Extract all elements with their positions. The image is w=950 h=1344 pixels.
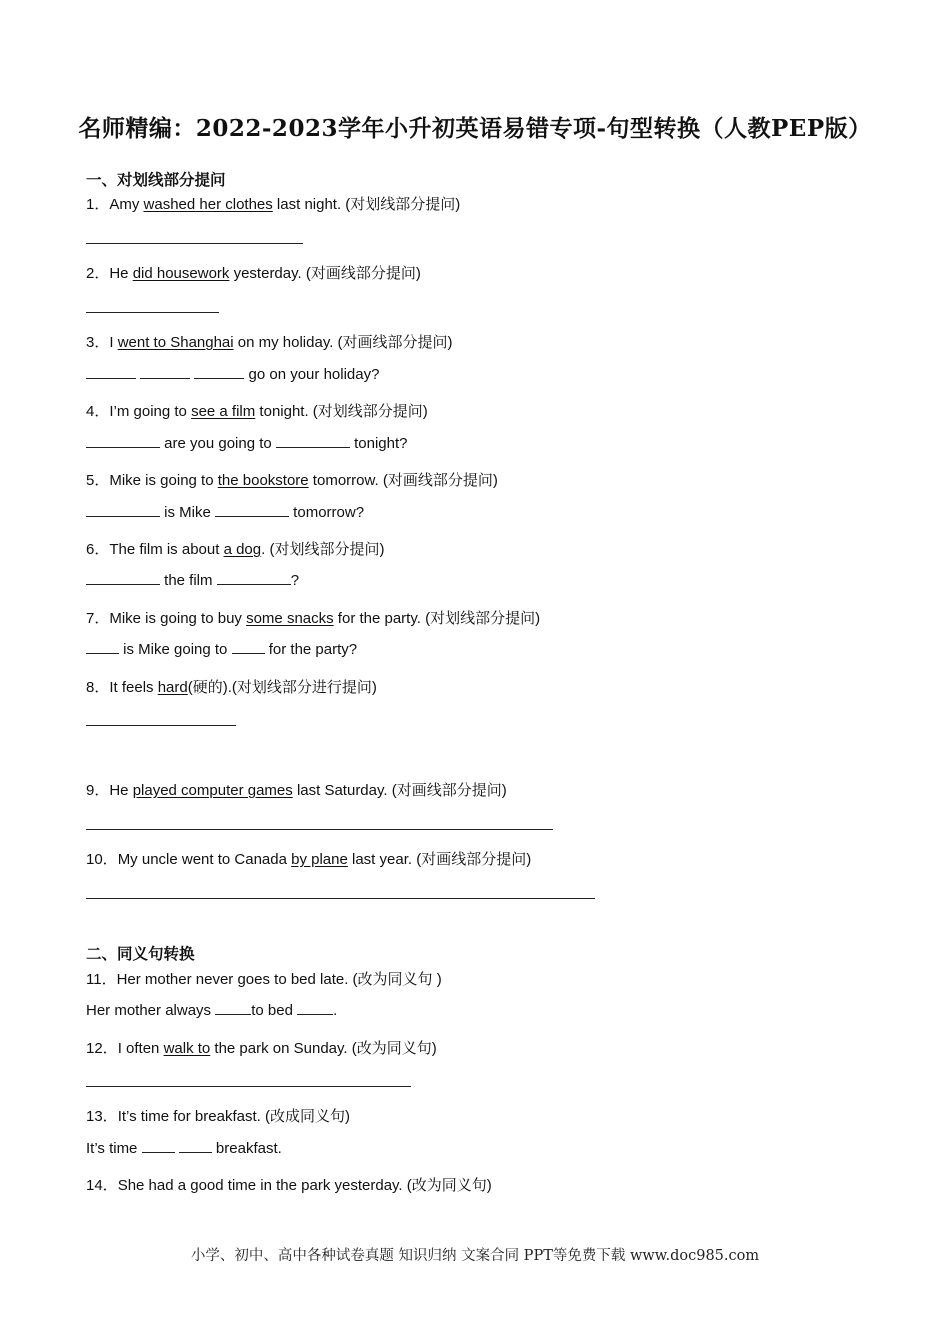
blank[interactable] [140,377,190,379]
answer-13 [86,1140,282,1157]
underlined-phrase: by plane [291,851,348,868]
answer-text: for the party? [264,641,358,658]
question-number: 5． [86,472,110,489]
answer-text: It’s time [86,1140,142,1157]
question-number: 14． [86,1177,118,1194]
question-2 [86,262,421,283]
question-number: 7． [86,610,110,627]
question-12 [86,1037,437,1058]
underlined-phrase: the bookstore [217,472,309,489]
question-text: tomorrow. (对画线部分提问) [308,472,498,489]
answer-text: is Mike going to [119,641,232,658]
question-text: last year. (对画线部分提问) [347,851,532,868]
question-text: She had a good time in the park yesterday. (改为同义句) [117,1177,492,1194]
answer-line-12[interactable] [86,1086,411,1087]
question-14 [86,1174,492,1195]
question-text: tonight. (对划线部分提问) [255,403,428,420]
question-1 [86,193,460,214]
blank[interactable] [297,1013,333,1015]
question-text: I’m going to [109,403,192,420]
answer-text: go on your holiday? [244,366,380,383]
blank[interactable] [217,583,291,585]
question-3 [86,331,453,352]
blank[interactable] [86,515,160,517]
blank[interactable] [232,652,265,654]
question-13 [86,1105,350,1126]
question-11 [86,968,442,989]
question-text: He [109,265,133,282]
question-number: 1． [86,196,110,213]
answer-text: to bed [251,1002,298,1019]
answer-line-2[interactable] [86,312,219,313]
answer-text: ? [290,572,300,589]
question-text: last Saturday. (对画线部分提问) [292,782,507,799]
question-text: for the party. (对划线部分提问) [333,610,541,627]
question-text: (硬的).(对划线部分进行提问) [187,679,377,696]
question-text: Amy [109,196,144,213]
question-number: 6． [86,541,110,558]
underlined-phrase: see a film [191,403,256,420]
answer-4 [86,435,407,452]
blank[interactable] [86,583,160,585]
answer-text: is Mike [160,504,216,521]
question-8 [86,676,377,697]
question-text: Her mother never goes to bed late. (改为同义句 ) [116,971,442,988]
question-number: 12． [86,1040,118,1057]
question-text: The film is about [109,541,224,558]
blank[interactable] [276,446,350,448]
underlined-phrase: washed her clothes [143,196,273,213]
question-number: 13． [86,1108,118,1125]
blank[interactable] [86,377,136,379]
blank[interactable] [215,1013,251,1015]
answer-text: Her mother always [86,1002,216,1019]
question-5 [86,469,498,490]
question-text: It feels [109,679,158,696]
answer-text: are you going to [160,435,276,452]
question-text: on my holiday. (对画线部分提问) [233,334,453,351]
question-7 [86,607,540,628]
question-number: 9． [86,782,110,799]
answer-line-9[interactable] [86,829,553,830]
answer-text: tonight? [349,435,408,452]
blank[interactable] [215,515,289,517]
blank[interactable] [142,1151,175,1153]
underlined-phrase: some snacks [246,610,334,627]
question-number: 10． [86,851,118,868]
underlined-phrase: went to Shanghai [117,334,234,351]
question-text: It’s time for breakfast. (改成同义句) [117,1108,350,1125]
answer-line-8[interactable] [86,725,236,726]
answer-7 [86,641,357,658]
answer-line-10[interactable] [86,898,595,899]
blank[interactable] [179,1151,212,1153]
answer-3 [86,366,379,383]
page-title: 名师精编：2022-2023学年小升初英语易错专项-句型转换（人教PEP版） [78,115,872,142]
answer-11 [86,1002,337,1019]
answer-6 [86,572,299,589]
question-10 [86,848,531,869]
question-text: He [109,782,133,799]
question-text: I often [117,1040,164,1057]
underlined-phrase: did housework [132,265,230,282]
question-number: 4． [86,403,110,420]
page-footer: 小学、初中、高中各种试卷真题 知识归纳 文案合同 PPT等免费下载 www.doc985.com [190,1248,760,1264]
question-text: Mike is going to buy [109,610,247,627]
question-number: 3． [86,334,110,351]
question-number: 2． [86,265,110,282]
underlined-phrase: played computer games [132,782,293,799]
question-text: Mike is going to [109,472,218,489]
answer-text: tomorrow? [289,504,365,521]
underlined-phrase: a dog [223,541,262,558]
question-text: yesterday. (对画线部分提问) [229,265,421,282]
answer-5 [86,504,364,521]
section-heading-2: 二、同义句转换 [86,945,195,963]
question-4 [86,400,428,421]
blank[interactable] [194,377,244,379]
question-text: I [109,334,118,351]
answer-text: . [333,1002,338,1019]
question-number: 11． [86,971,117,988]
question-9 [86,779,507,800]
question-text: . (对划线部分提问) [261,541,385,558]
section-heading-1: 一、对划线部分提问 [86,171,226,189]
answer-text: breakfast. [211,1140,282,1157]
question-text: the park on Sunday. (改为同义句) [210,1040,437,1057]
question-text: My uncle went to Canada [117,851,292,868]
underlined-phrase: walk to [163,1040,211,1057]
answer-line-1[interactable] [86,243,303,244]
answer-text: the film [160,572,217,589]
blank[interactable] [86,652,119,654]
question-number: 8． [86,679,110,696]
blank[interactable] [86,446,160,448]
question-6 [86,538,384,559]
question-text: last night. (对划线部分提问) [272,196,461,213]
underlined-phrase: hard [157,679,188,696]
